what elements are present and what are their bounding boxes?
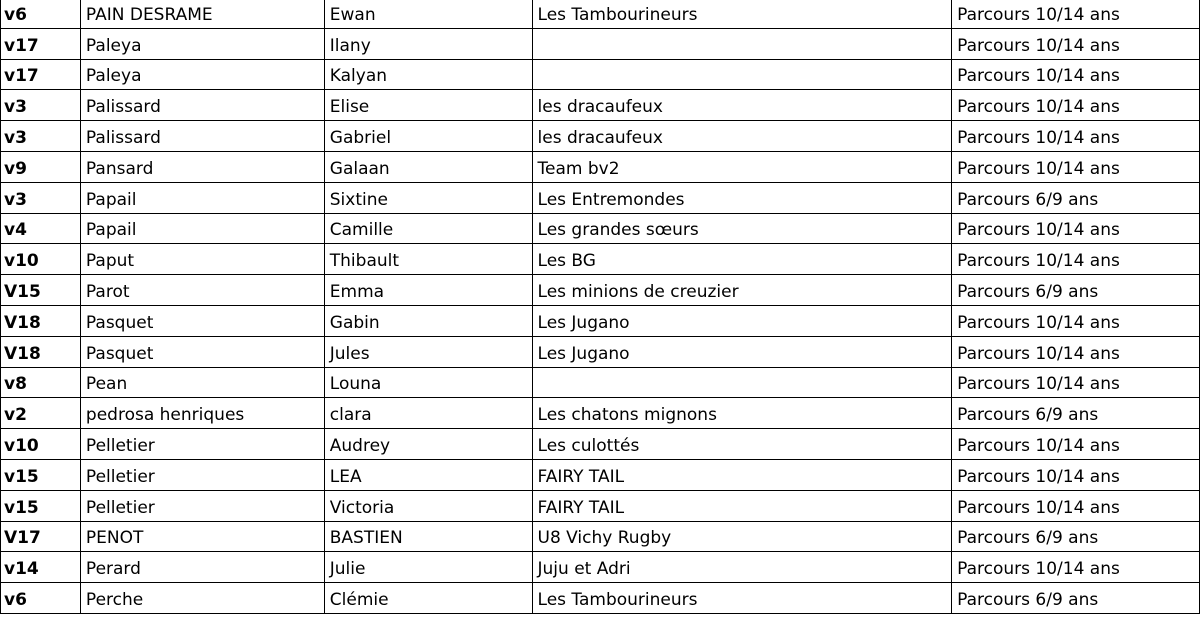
last-name-cell[interactable]: Palissard: [80, 121, 324, 152]
group-code-cell[interactable]: v10: [1, 429, 81, 460]
team-name-cell[interactable]: [532, 28, 952, 59]
first-name-cell[interactable]: Gabin: [324, 305, 532, 336]
first-name-cell[interactable]: Elise: [324, 90, 532, 121]
table-row: [1, 459, 1200, 490]
team-name-cell[interactable]: [532, 367, 952, 398]
course-cell[interactable]: Parcours 10/14 ans: [952, 490, 1200, 521]
table-row: [1, 151, 1200, 182]
group-code-cell[interactable]: v6: [1, 0, 81, 28]
table-row: [1, 583, 1200, 614]
table-row: [1, 0, 1200, 28]
team-name-cell[interactable]: Les Tambourineurs: [532, 583, 952, 614]
group-code-cell[interactable]: v10: [1, 244, 81, 275]
group-code-cell[interactable]: v15: [1, 490, 81, 521]
last-name-cell[interactable]: Pansard: [80, 151, 324, 182]
last-name-cell[interactable]: Parot: [80, 275, 324, 306]
course-cell[interactable]: Parcours 10/14 ans: [952, 0, 1200, 28]
table-row: [1, 429, 1200, 460]
first-name-cell[interactable]: Gabriel: [324, 121, 532, 152]
table-row: [1, 28, 1200, 59]
last-name-cell[interactable]: Papail: [80, 182, 324, 213]
group-code-cell[interactable]: v4: [1, 213, 81, 244]
group-code-cell[interactable]: v3: [1, 121, 81, 152]
team-name-cell[interactable]: Les minions de creuzier: [532, 275, 952, 306]
group-code-cell[interactable]: v3: [1, 182, 81, 213]
course-cell[interactable]: Parcours 6/9 ans: [952, 521, 1200, 552]
course-cell[interactable]: Parcours 10/14 ans: [952, 367, 1200, 398]
course-cell[interactable]: Parcours 10/14 ans: [952, 459, 1200, 490]
table-row: [1, 275, 1200, 306]
team-name-cell[interactable]: Juju et Adri: [532, 552, 952, 583]
team-name-cell[interactable]: Les Entremondes: [532, 182, 952, 213]
team-name-cell[interactable]: FAIRY TAIL: [532, 459, 952, 490]
last-name-cell[interactable]: pedrosa henriques: [80, 398, 324, 429]
table-row: [1, 182, 1200, 213]
course-cell[interactable]: Parcours 10/14 ans: [952, 244, 1200, 275]
group-code-cell[interactable]: v8: [1, 367, 81, 398]
last-name-cell[interactable]: Pasquet: [80, 305, 324, 336]
last-name-cell[interactable]: Perard: [80, 552, 324, 583]
first-name-cell[interactable]: Ilany: [324, 28, 532, 59]
first-name-cell[interactable]: Audrey: [324, 429, 532, 460]
team-name-cell[interactable]: Les BG: [532, 244, 952, 275]
first-name-cell[interactable]: clara: [324, 398, 532, 429]
table-row: [1, 398, 1200, 429]
team-name-cell[interactable]: Les chatons mignons: [532, 398, 952, 429]
course-cell[interactable]: Parcours 6/9 ans: [952, 583, 1200, 614]
last-name-cell[interactable]: Papail: [80, 213, 324, 244]
team-name-cell[interactable]: Les grandes sœurs: [532, 213, 952, 244]
first-name-cell[interactable]: Camille: [324, 213, 532, 244]
first-name-cell[interactable]: Kalyan: [324, 59, 532, 90]
first-name-cell[interactable]: Louna: [324, 367, 532, 398]
team-name-cell[interactable]: les dracaufeux: [532, 90, 952, 121]
first-name-cell[interactable]: Thibault: [324, 244, 532, 275]
group-code-cell[interactable]: v17: [1, 59, 81, 90]
group-code-cell[interactable]: v17: [1, 28, 81, 59]
group-code-cell[interactable]: v15: [1, 459, 81, 490]
table-row: [1, 367, 1200, 398]
group-code-cell[interactable]: v14: [1, 552, 81, 583]
team-name-cell[interactable]: Team bv2: [532, 151, 952, 182]
last-name-cell[interactable]: Palissard: [80, 90, 324, 121]
first-name-cell[interactable]: Sixtine: [324, 182, 532, 213]
first-name-cell[interactable]: Victoria: [324, 490, 532, 521]
table-row: [1, 336, 1200, 367]
table-row: [1, 121, 1200, 152]
course-cell[interactable]: Parcours 10/14 ans: [952, 305, 1200, 336]
course-cell[interactable]: Parcours 6/9 ans: [952, 275, 1200, 306]
table-row: [1, 90, 1200, 121]
last-name-cell[interactable]: Pelletier: [80, 490, 324, 521]
group-code-cell[interactable]: V18: [1, 336, 81, 367]
last-name-cell[interactable]: Perche: [80, 583, 324, 614]
last-name-cell[interactable]: PAIN DESRAME: [80, 0, 324, 28]
team-name-cell[interactable]: Les Jugano: [532, 305, 952, 336]
team-name-cell[interactable]: les dracaufeux: [532, 121, 952, 152]
team-name-cell[interactable]: Les Tambourineurs: [532, 0, 952, 28]
team-name-cell[interactable]: Les Jugano: [532, 336, 952, 367]
table-row: [1, 521, 1200, 552]
last-name-cell[interactable]: Pean: [80, 367, 324, 398]
last-name-cell[interactable]: Paleya: [80, 59, 324, 90]
participants-table-body: [1, 0, 1200, 613]
course-cell[interactable]: Parcours 10/14 ans: [952, 90, 1200, 121]
last-name-cell[interactable]: Paput: [80, 244, 324, 275]
table-row: [1, 244, 1200, 275]
last-name-cell[interactable]: Pelletier: [80, 459, 324, 490]
group-code-cell[interactable]: v6: [1, 583, 81, 614]
first-name-cell[interactable]: Emma: [324, 275, 532, 306]
group-code-cell[interactable]: V15: [1, 275, 81, 306]
first-name-cell[interactable]: Jules: [324, 336, 532, 367]
course-cell[interactable]: Parcours 6/9 ans: [952, 182, 1200, 213]
first-name-cell[interactable]: Clémie: [324, 583, 532, 614]
first-name-cell[interactable]: BASTIEN: [324, 521, 532, 552]
first-name-cell[interactable]: Julie: [324, 552, 532, 583]
table-row: [1, 490, 1200, 521]
course-cell[interactable]: Parcours 10/14 ans: [952, 429, 1200, 460]
first-name-cell[interactable]: LEA: [324, 459, 532, 490]
last-name-cell[interactable]: PENOT: [80, 521, 324, 552]
course-cell[interactable]: Parcours 10/14 ans: [952, 336, 1200, 367]
course-cell[interactable]: Parcours 10/14 ans: [952, 151, 1200, 182]
table-row: [1, 305, 1200, 336]
team-name-cell[interactable]: U8 Vichy Rugby: [532, 521, 952, 552]
group-code-cell[interactable]: V18: [1, 305, 81, 336]
last-name-cell[interactable]: Paleya: [80, 28, 324, 59]
course-cell[interactable]: Parcours 6/9 ans: [952, 398, 1200, 429]
table-row: [1, 213, 1200, 244]
course-cell[interactable]: Parcours 10/14 ans: [952, 121, 1200, 152]
group-code-cell[interactable]: v2: [1, 398, 81, 429]
last-name-cell[interactable]: Pasquet: [80, 336, 324, 367]
course-cell[interactable]: Parcours 10/14 ans: [952, 213, 1200, 244]
group-code-cell[interactable]: V17: [1, 521, 81, 552]
team-name-cell[interactable]: [532, 59, 952, 90]
first-name-cell[interactable]: Ewan: [324, 0, 532, 28]
course-cell[interactable]: Parcours 10/14 ans: [952, 552, 1200, 583]
last-name-cell[interactable]: Pelletier: [80, 429, 324, 460]
team-name-cell[interactable]: FAIRY TAIL: [532, 490, 952, 521]
table-row: [1, 552, 1200, 583]
table-row: [1, 59, 1200, 90]
course-cell[interactable]: Parcours 10/14 ans: [952, 59, 1200, 90]
group-code-cell[interactable]: v9: [1, 151, 81, 182]
group-code-cell[interactable]: v3: [1, 90, 81, 121]
first-name-cell[interactable]: Galaan: [324, 151, 532, 182]
team-name-cell[interactable]: Les culottés: [532, 429, 952, 460]
course-cell[interactable]: Parcours 10/14 ans: [952, 28, 1200, 59]
